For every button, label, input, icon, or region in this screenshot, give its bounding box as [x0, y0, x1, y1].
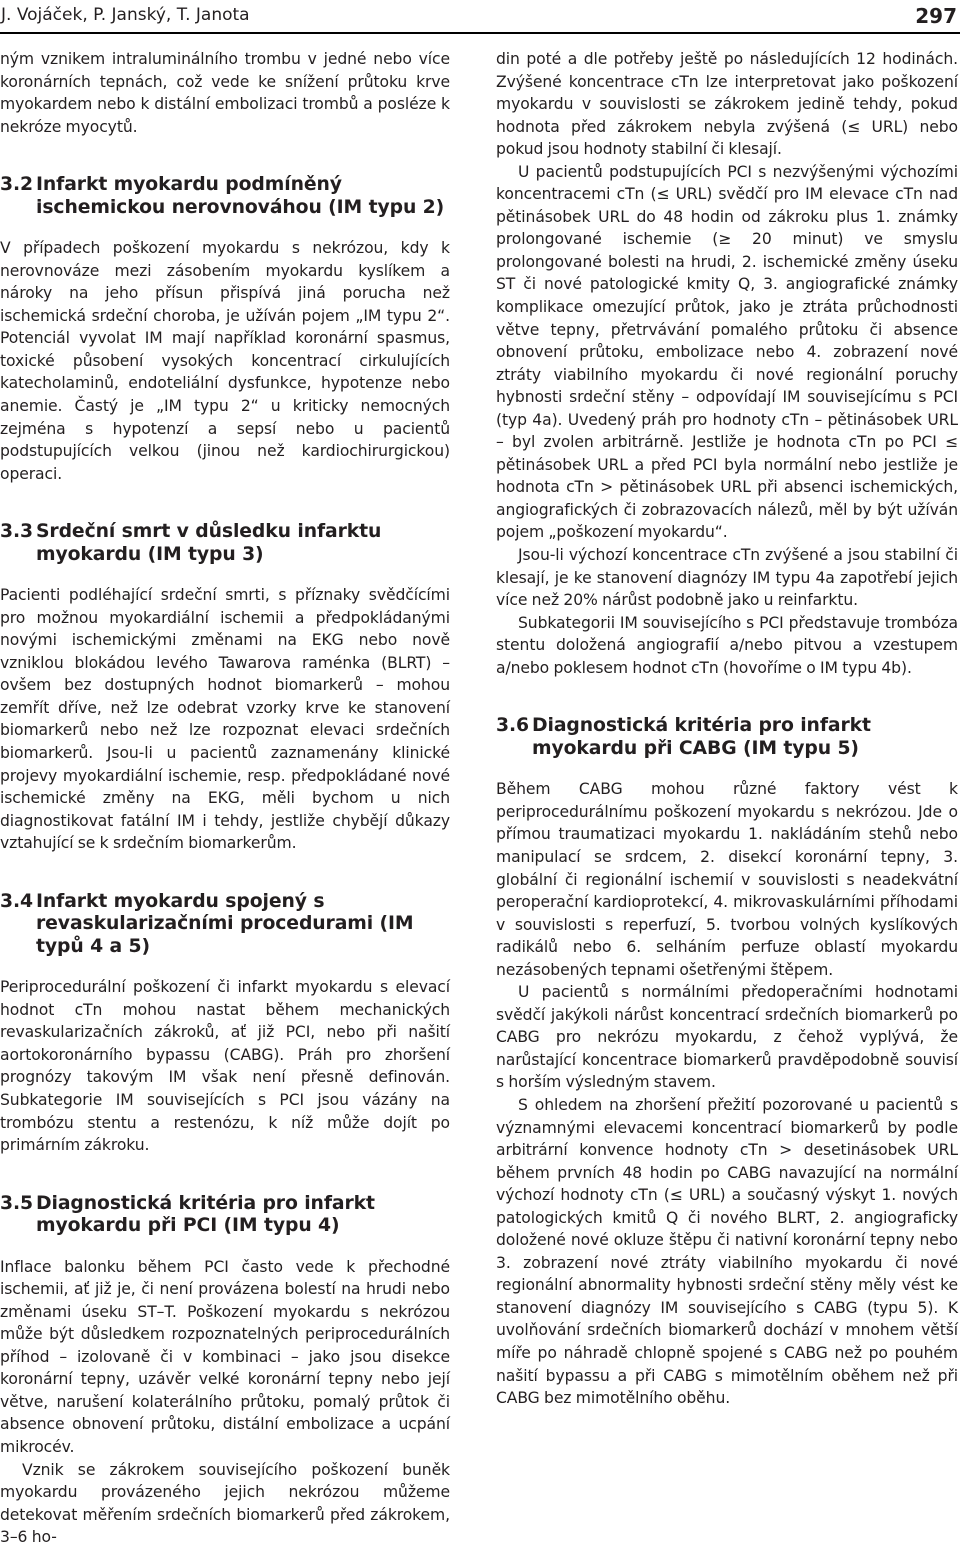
section-heading-3-2 — [0, 174, 450, 219]
section-heading-3-5 — [0, 1193, 450, 1238]
paragraph: Jsou-li výchozí koncentrace cTn zvýšené a jsou stabilní či klesají, je ke stanovení diagnózy IM typu 4a zapotřebí jejich více než 20% nárůst podobně jako u reinfarktu. — [496, 546, 958, 610]
section-title: Srdeční smrt v důsledku infarktu myokardu (IM typu 3) — [36, 521, 382, 565]
paragraph: din poté a dle potřeby ještě po následujících 12 hodinách. Zvýšené koncentrace cTn lze interpretovat jako poškození myokardu v souvislosti se zákrokem jedině tehdy, pokud hodnota před zákrokem nebyla zvýšená (≤ URL) nebo pokud jsou hodnoty stabilní či klesají. — [496, 50, 958, 159]
section-title: Diagnostická kritéria pro infarkt myokardu při PCI (IM typu 4) — [36, 1192, 375, 1237]
section-number: 3.5 — [0, 1192, 33, 1214]
section-number: 3.4 — [0, 890, 33, 912]
running-head — [0, 2, 960, 34]
running-head-authors: J. Vojáček, P. Janský, T. Janota — [1, 5, 250, 25]
paragraph: U pacientů s normálními předoperačními hodnotami svědčí jakýkoli nárůst koncentrací srdečních biomarkerů po CABG pro nekrózu myokardu, z čehož vyplývá, že narůstající koncentrace biomarkerů pravděpodobně souvisí s horším výsledným stavem. — [496, 983, 958, 1092]
left-column — [0, 48, 450, 1549]
paragraph: Vznik se zákrokem souvisejícího poškození buněk myokardu provázeného jejich nekrózou můžeme detekovat měřením srdečních biomarkerů před zákrokem, 3–6 ho- — [0, 1460, 450, 1547]
section-number: 3.6 — [496, 715, 529, 737]
page-number: 297 — [915, 4, 957, 28]
section-heading-3-4 — [0, 891, 450, 959]
section-title: Diagnostická kritéria pro infarkt myokardu při CABG (IM typu 5) — [532, 715, 871, 759]
section-title: Infarkt myokardu spojený s revaskularizačními procedurami (IM typů 4 a 5) — [36, 890, 414, 957]
paragraph: S ohledem na zhoršení přežití pozorované u pacientů s významnými elevacemi koncentrací biomarkerů by podle arbitrární konvence hodnoty cTn > desetinásobek URL během prvních 48 hodin po CABG navazující na normální výchozí hodnoty cTn (≤ URL) a současný výskyt 1. nových patologických kmitů Q či nového BLRT, 2. angiograficky doložené nové okluze štěpu či nativní koronární tepny nebo 3. zobrazení nové ztráty viabilního myokardu či nové regionální abnormality hybnosti srdeční stěny měly vést ke stanovení diagnózy IM souvisejícího s CABG (typu 5). K uvolňování srdečních biomarkerů dochází v mnohem větší míře po náhradě chlopně spojené s CABG než po pouhém našití bypassu a při CABG s mimotělním oběhem než při CABG bez mimotělního oběhu. — [496, 1095, 958, 1408]
paragraph: U pacientů podstupujících PCI s nezvýšenými výchozími koncentracemi cTn (≤ URL) svědčí pro IM elevace cTn nad pětinásobek URL do 48 hodin od zákroku plus 1. známky prolongované ischemie (≥ 20 minut) ve smyslu prolongované bolesti na hrudi, 2. ischemické změny úseku ST či nové patologické kmity Q, 3. angiografické známky komplikace omezující průtok, jako je ztráta průchodnosti větve tepny, přetrvávání pomalého průtoku či absence obnovení průtoku, embolizace nebo 4. zobrazení nové ztráty viabilního myokardu či nové regionální poruchy hybnosti srdeční stěny – odpovídají IM souvisejícímu s PCI (typ 4a). Uvedený práh pro hodnoty cTn – pětinásobek URL – byl zvolen arbitrárně. Jestliže je hodnota cTn po PCI ≤ pětinásobek URL a před PCI byla normální nebo jestliže je hodnota cTn > pětinásobek URL při absenci ischemických, angiografických či zobrazovacích nálezů, měl by být užíván pojem „poškození myokardu“. — [496, 162, 958, 542]
section-heading-3-3 — [0, 521, 450, 566]
section-number: 3.3 — [0, 521, 33, 543]
right-column — [496, 48, 958, 1410]
paragraph: Inflace balonku během PCI často vede k přechodné ischemii, ať již je, či není provázena bolestí na hrudi nebo změnami úseku ST–T. Poškození myokardu s nekrózou může být důsledkem rozpoznatelných periprocedurálních příhod – izolovaně či v kombinaci – jako jsou disekce koronární tepny, uzávěr velké koronární tepny nebo její větve, narušení kolaterálního průtoku, pomalý průtok či absence obnovení průtoku, distální embolizace a ucpání mikrocév. — [0, 1257, 450, 1457]
intro-paragraph: ným vznikem intraluminálního trombu v jedné nebo více koronárních tepnách, což vede ke snížení průtoku krve myokardem nebo k distální embolizaci trombů a posléze k nekróze myocytů. — [0, 50, 450, 136]
section-number: 3.2 — [0, 174, 33, 196]
paragraph: Pacienti podléhající srdeční smrti, s příznaky svědčícími pro možnou myokardiální ischemii a předpokládanými novými ischemickými změnami na EKG nebo nově vzniklou blokádou levého Tawarova raménka (BLRT) – ovšem bez dostupných hodnot biomarkerů – mohou zemřít dříve, než lze odebrat vzorky krve ke stanovení biomarkerů nebo než lze rozpoznat elevaci srdečních biomarkerů. Jsou-li u pacientů zaznamenány klinické projevy myokardiální ischemie, resp. předpokládané nové ischemické změny na EKG, měli bychom u nich diagnostikovat fatální IM i tehdy, jestliže chybějí důkazy vztahující se k srdečním biomarkerům. — [0, 586, 450, 853]
paragraph: Periprocedurální poškození či infarkt myokardu s elevací hodnot cTn mohou nastat během mechanických revaskularizačních zákroků, ať již PCI, nebo při našití aortokoronárního bypassu (CABG). Práh pro zhoršení prognózy takovým IM však není přesně definován. Subkategorie IM souvisejících s PCI jsou vázány na trombózu stentu a restenózu, k níž může dojít po primárním zákroku. — [0, 978, 450, 1155]
paragraph: V případech poškození myokardu s nekrózou, kdy k nerovnováze mezi zásobením myokardu kyslíkem a nároky na jeho přísun přispívá jiná porucha než ischemická srdeční choroba, je užíván pojem „IM typu 2“. Potenciál vyvolat IM mají například koronární spasmus, toxické působení vysokých koncentrací cirkulujících katecholaminů, endoteliální dysfunkce, hypotenze nebo anemie. Častý je „IM typu 2“ u kriticky nemocných zejména s hypotenzí a sepsí nebo u pacientů podstupujících velkou (jinou než kardiochirurgickou) operaci. — [0, 239, 450, 483]
section-title: Infarkt myokardu podmíněný ischemickou nerovnováhou (IM typu 2) — [36, 174, 445, 218]
paragraph: Během CABG mohou různé faktory vést k periprocedurálnímu poškození myokardu s nekrózou. Jde o přímou traumatizaci myokardu 1. nakládáním stehů nebo manipulací se srdcem, 2. disekcí koronární tepny, 3. globální či regionální ischemií v souvislosti s neadekvátní peroperační kardioprotekcí, 4. mikrovaskulárními příhodami v souvislosti s reperfuzí, 5. tvorbou volných kyslíkových radikálů nebo 6. selháním perfuze oblastí myokardu nezásobených tepnami ošetřenými štěpem. — [496, 780, 958, 979]
section-heading-3-6 — [496, 715, 958, 760]
paragraph: Subkategorii IM souvisejícího s PCI představuje trombóza stentu doložená angiografií a/nebo pitvou a vzestupem a/nebo poklesem hodnot cTn (hovoříme o IM typu 4b). — [496, 613, 958, 677]
